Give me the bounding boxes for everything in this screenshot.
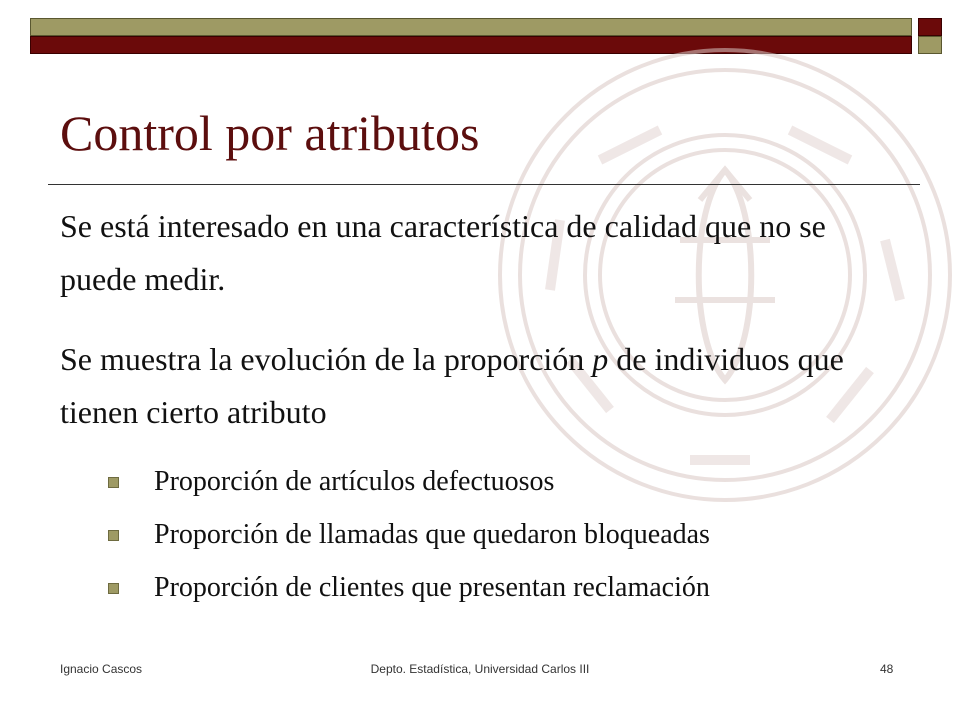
bullet-text: Proporción de clientes que presentan reclamación	[154, 572, 710, 603]
paragraph2-before: Se muestra la evolución de la proporción	[60, 341, 593, 377]
square-bullet-icon	[108, 477, 119, 488]
header-square-maroon	[918, 18, 942, 36]
paragraph-quality-characteristic: Se está interesado en una característica de calidad que no se puede medir.	[60, 208, 826, 297]
square-bullet-icon	[108, 530, 119, 541]
bullet-text: Proporción de llamadas que quedaron bloqueadas	[154, 519, 710, 550]
footer-department: Depto. Estadística, Universidad Carlos III	[370, 662, 590, 676]
footer-author: Ignacio Cascos	[60, 662, 143, 676]
square-bullet-icon	[108, 583, 119, 594]
slide-title: Control por atributos	[60, 105, 480, 161]
title-divider	[48, 184, 920, 185]
footer-page-number: 48	[880, 662, 894, 676]
paragraph-proportion-evolution	[60, 333, 880, 439]
bullet-text: Proporción de artículos defectuosos	[154, 466, 555, 497]
paragraph2-after: de individuos que tienen cierto atributo	[60, 341, 844, 430]
variable-p: p	[592, 341, 609, 377]
header-bar-olive	[30, 18, 912, 36]
